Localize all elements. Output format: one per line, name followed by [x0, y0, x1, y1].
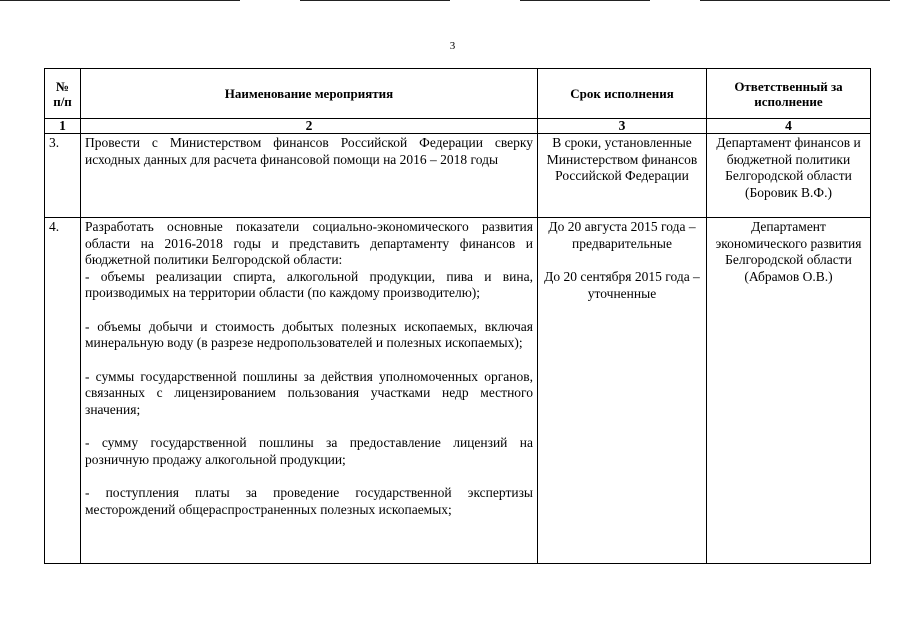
activity-item: - сумму государственной пошлины за предоставление лицензий на розничную продажу алкогольной продукции;: [85, 435, 533, 467]
header-activity: Наименование мероприятия: [81, 69, 538, 119]
activity-item: - поступления платы за проведение государственной экспертизы месторождений общераспространенных полезных ископаемых;: [85, 485, 533, 517]
top-rule-2: [300, 0, 450, 1]
row-number: 4.: [45, 218, 81, 564]
header-num: № п/п: [45, 69, 81, 119]
top-rule-4: [700, 0, 890, 1]
responsible-cell: Департамент экономического развития Белгородской области (Абрамов О.В.): [707, 218, 871, 564]
top-rule-1: [0, 0, 240, 1]
activity-item: - объемы реализации спирта, алкогольной продукции, пива и вина, производимых на территории области (по каждому производителю);: [85, 268, 533, 300]
row-number: 3.: [45, 134, 81, 218]
activity-item: - суммы государственной пошлины за действия уполномоченных органов, связанных с лицензированием пользования участками недр местного значения;: [85, 368, 533, 417]
column-number: 1: [45, 119, 81, 134]
column-number: 3: [538, 119, 707, 134]
header-responsible: Ответственный за исполнение: [707, 69, 871, 119]
deadline-cell: [538, 134, 707, 218]
table-row: [45, 134, 871, 218]
top-rule-3: [520, 0, 650, 1]
table-header-row: [45, 69, 871, 119]
deadline-cell: [538, 218, 707, 564]
activity-item: - объемы добычи и стоимость добытых полезных ископаемых, включая минеральную воду (в разрезе недропользователей и полезных ископаемых);: [85, 318, 533, 350]
activity-cell: [81, 134, 538, 218]
page-number: 3: [449, 40, 456, 52]
deadline-text: До 20 августа 2015 года – предварительные: [548, 219, 696, 251]
activity-text: Провести с Министерством финансов Российской Федерации сверку исходных данных для расчета финансовой помощи на 2016 – 2018 годы: [85, 135, 533, 167]
column-number: 4: [707, 119, 871, 134]
responsible-cell: Департамент финансов и бюджетной политики Белгородской области (Боровик В.Ф.): [707, 134, 871, 218]
column-number: 2: [81, 119, 538, 134]
activity-text: Разработать основные показатели социально-экономического развития области на 2016-2018 годы и представить департаменту финансов и бюджетной политики Белгородской области:: [85, 219, 533, 267]
column-number-row: [45, 119, 871, 134]
activity-cell: [81, 218, 538, 564]
table-row: [45, 218, 871, 564]
plan-table: [44, 68, 871, 564]
header-deadline: Срок исполнения: [538, 69, 707, 119]
deadline-text: В сроки, установленные Министерством финансов Российской Федерации: [546, 135, 698, 183]
deadline-text: До 20 сентября 2015 года – уточненные: [544, 269, 700, 301]
